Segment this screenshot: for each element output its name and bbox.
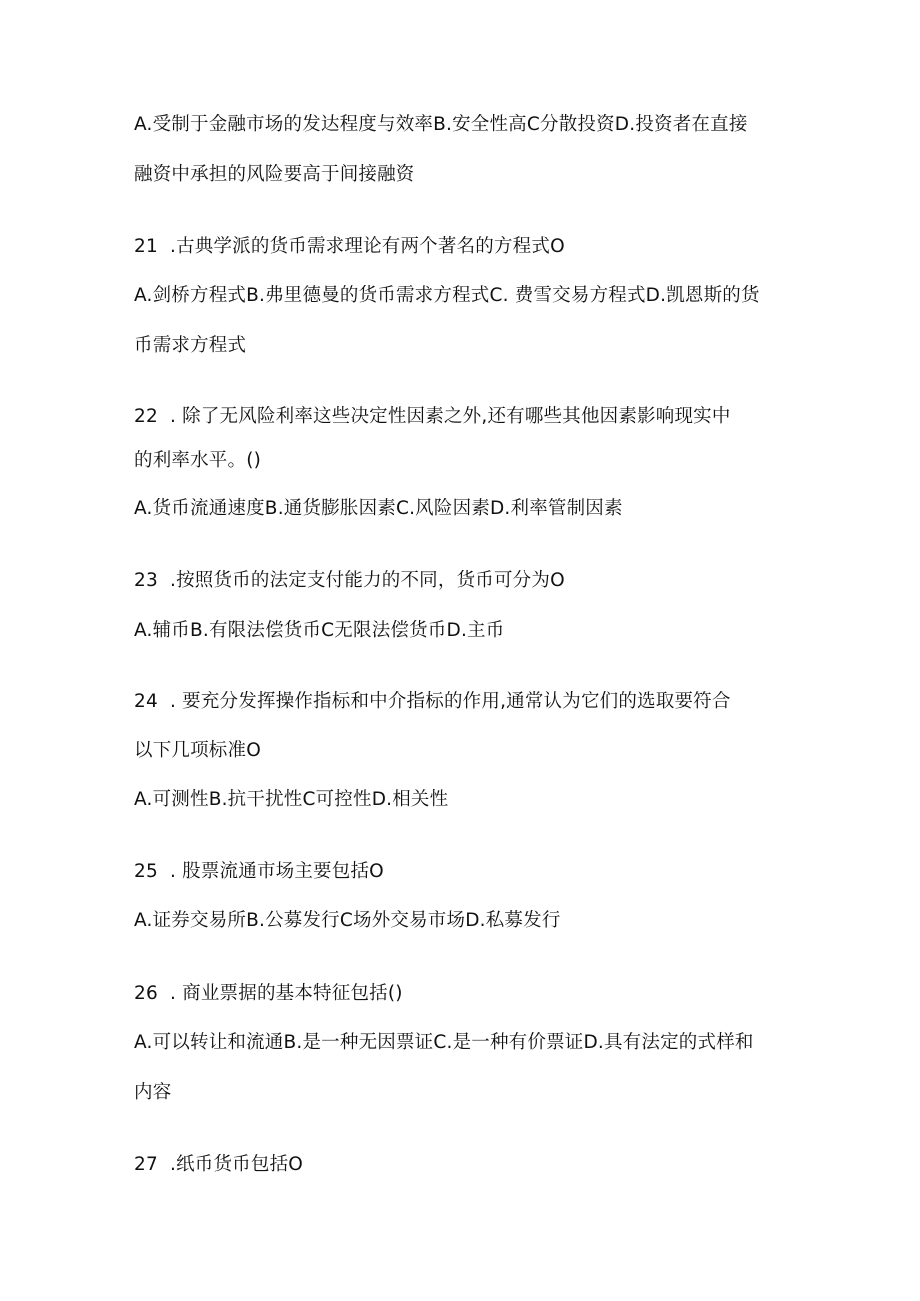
text-line: A.证券交易所B.公募发行C场外交易市场D.私募发行 <box>134 910 561 931</box>
answer-options-line <box>134 497 794 521</box>
text-line: A.可以转让和流通B.是一种无因票证C.是一种有价票证D.具有法定的式样和 <box>134 1032 754 1053</box>
text-line: A.可测性B.抗干扰性C可控性D.相关性 <box>134 789 449 810</box>
question-number: 24 <box>134 691 158 712</box>
answer-options-line <box>134 909 794 933</box>
question-21 <box>134 235 794 259</box>
question-text: .按照货币的法定支付能力的不同，货币可分为O <box>170 570 565 591</box>
question-text: .古典学派的货币需求理论有两个著名的方程式O <box>170 236 565 257</box>
question-text: . 商业票据的基本特征包括() <box>170 983 403 1004</box>
question-number: 25 <box>134 861 158 882</box>
question-27 <box>134 1153 794 1177</box>
text-line: 的利率水平。() <box>134 450 262 471</box>
answer-options-line <box>134 163 794 187</box>
text-line: A.货币流通速度B.通货膨胀因素C.风险因素D.利率管制因素 <box>134 498 623 519</box>
question-23 <box>134 569 794 593</box>
question-number: 23 <box>134 570 158 591</box>
question-number: 26 <box>134 983 158 1004</box>
question-number: 27 <box>134 1154 158 1175</box>
answer-options-line <box>134 1081 794 1105</box>
question-number: 22 <box>134 406 158 427</box>
question-25 <box>134 860 794 884</box>
question-22 <box>134 405 794 429</box>
question-text: . 股票流通市场主要包括O <box>170 861 384 882</box>
question-26 <box>134 982 794 1006</box>
answer-options-line <box>134 1031 794 1055</box>
question-text: . 除了无风险利率这些决定性因素之外,还有哪些其他因素影响现实中 <box>170 406 731 427</box>
question-text: .纸币货币包括O <box>170 1154 304 1175</box>
question-text: . 要充分发挥操作指标和中介指标的作用,通常认为它们的选取要符合 <box>170 691 731 712</box>
question-text-cont <box>134 449 794 473</box>
text-line: A.受制于金融市场的发达程度与效率B.安全性高C分散投资D.投资者在直接 <box>134 114 748 135</box>
text-line: A.辅币B.有限法偿货币C无限法偿货币D.主币 <box>134 620 505 641</box>
question-number: 21 <box>134 236 158 257</box>
answer-options-line <box>134 788 794 812</box>
answer-options-line <box>134 619 794 643</box>
text-line: 币需求方程式 <box>134 335 247 356</box>
answer-options-line <box>134 284 794 308</box>
answer-options-line <box>134 113 794 137</box>
text-line: A.剑桥方程式B.弗里德曼的货币需求方程式C. 费雪交易方程式D.凯恩斯的货 <box>134 285 760 306</box>
text-line: 融资中承担的风险要高于间接融资 <box>134 164 415 185</box>
text-line: 以下几项标准O <box>134 740 261 761</box>
text-line: 内容 <box>134 1082 172 1103</box>
question-24 <box>134 690 794 714</box>
answer-options-line <box>134 334 794 358</box>
question-text-cont <box>134 739 794 763</box>
